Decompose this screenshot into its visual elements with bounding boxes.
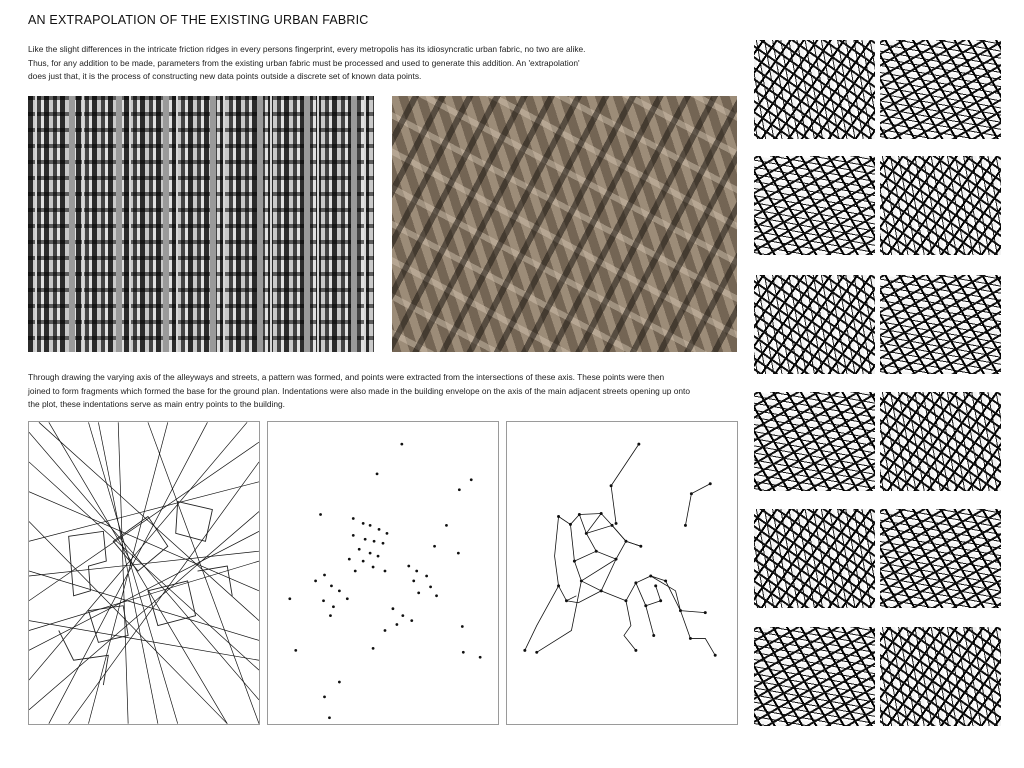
fabric-thumbnail — [880, 627, 1001, 726]
fabric-thumbnail — [880, 509, 1001, 608]
points-svg — [268, 422, 498, 724]
fabric-thumbnail — [754, 509, 875, 608]
page-title: AN EXTRAPOLATION OF THE EXISTING URBAN FABRIC — [28, 13, 369, 27]
joined-fragments-diagram — [506, 421, 738, 725]
intro-line-2: Thus, for any addition to be made, parameters from the existing urban fabric must be processed and used to generate this addition. An 'extrapolation' — [28, 57, 580, 68]
fabric-thumbnail — [754, 40, 875, 139]
process-line-1: Through drawing the varying axis of the alleyways and streets, a pattern was formed, and points were extracted from the intersections of these axis. These points were then — [28, 372, 665, 382]
fabric-thumbnail — [880, 156, 1001, 255]
process-line-3: the plot, these indentations serve as main entry points to the building. — [28, 399, 285, 409]
process-line-2: joined to form fragments which formed the base for the ground plan. Indentations were also made in the building envelope on the axis of the main adjacent streets opening up onto — [28, 385, 691, 396]
axis-lines-svg — [29, 422, 259, 724]
intro-paragraph — [28, 43, 740, 84]
fabric-thumbnail — [880, 40, 1001, 139]
fabric-thumbnail — [754, 275, 875, 374]
fabric-thumbnail — [880, 275, 1001, 374]
fabric-thumbnail — [880, 392, 1001, 491]
network-svg — [507, 422, 737, 724]
intersection-points-diagram — [267, 421, 499, 725]
fabric-thumbnail — [754, 156, 875, 255]
fabric-thumbnail — [754, 392, 875, 491]
axis-lines-diagram — [28, 421, 260, 725]
aerial-photo-grid-city — [28, 96, 374, 352]
intro-line-3: does just that, it is the process of constructing new data points outside a discrete set of known data points. — [28, 71, 422, 81]
aerial-photo-organic-city — [392, 96, 737, 352]
fabric-thumbnail — [754, 627, 875, 726]
intro-line-1: Like the slight differences in the intricate friction ridges in every persons fingerprint, every metropolis has its idiosyncratic urban fabric, no two are alike. — [28, 44, 586, 54]
process-paragraph — [28, 371, 740, 412]
